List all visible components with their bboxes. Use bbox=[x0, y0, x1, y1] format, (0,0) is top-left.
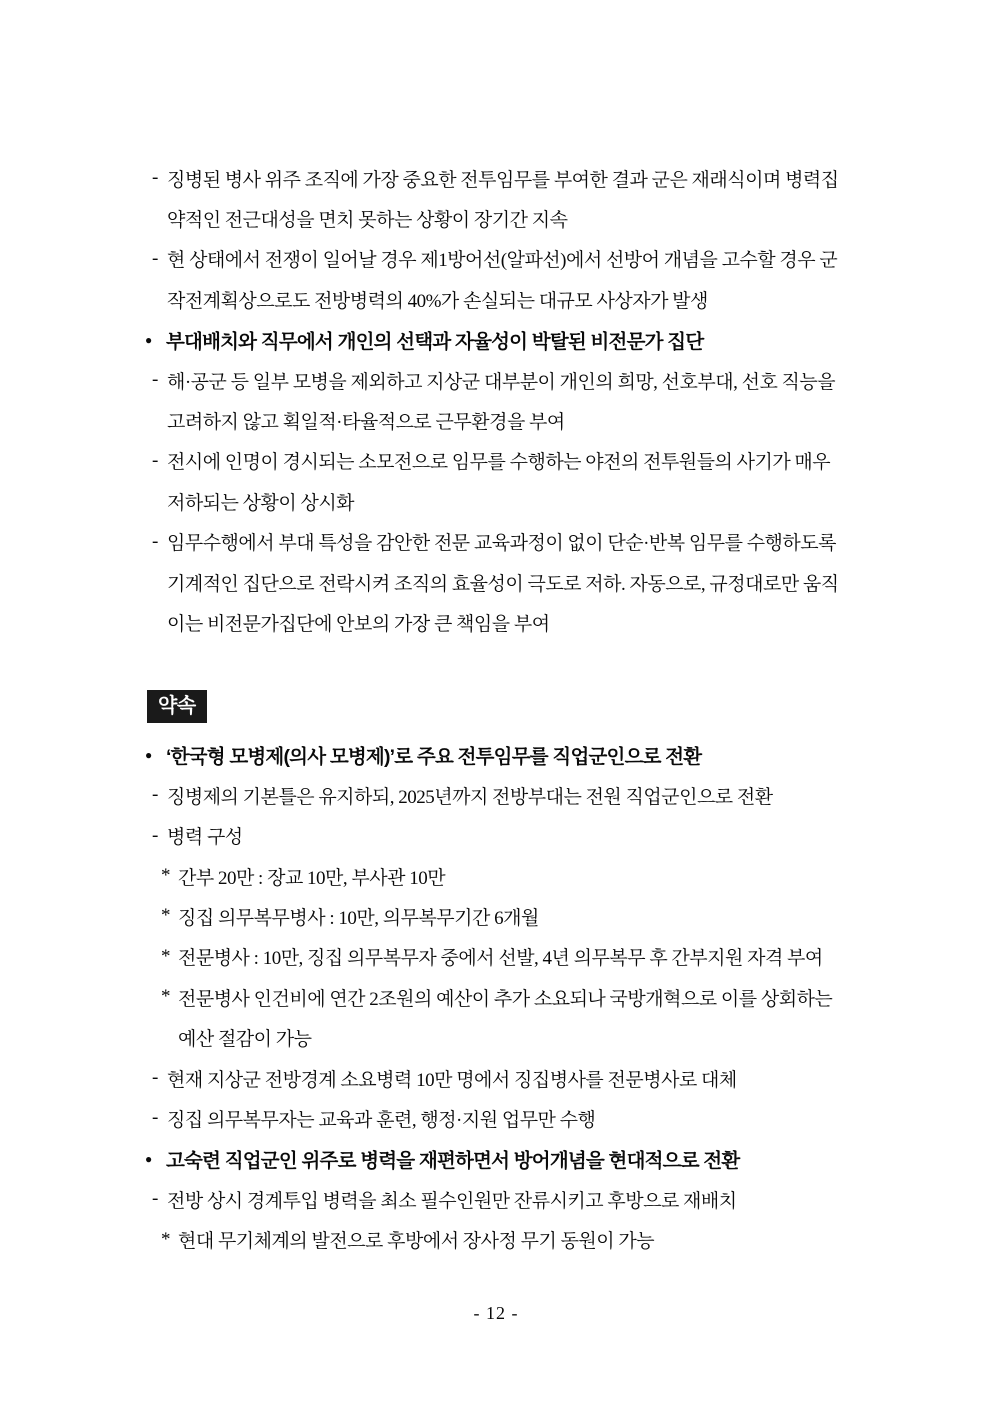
line-text: 현대 무기체계의 발전으로 후방에서 장사정 무기 동원이 가능 bbox=[178, 1231, 655, 1253]
line-text: 저하되는 상황이 상시화 bbox=[167, 492, 355, 514]
bullet-heading-line bbox=[145, 320, 992, 360]
text-line bbox=[152, 158, 992, 198]
bullet-heading-line bbox=[145, 1139, 992, 1179]
line-text: 이는 비전문가집단에 안보의 가장 큰 책임을 부여 bbox=[167, 613, 550, 635]
text-line bbox=[152, 1058, 992, 1098]
star-marker: * bbox=[161, 905, 170, 927]
text-line bbox=[161, 977, 992, 1017]
line-text: 작전계획상으로도 전방병력의 40%가 손실되는 대규모 사상자가 발생 bbox=[167, 290, 708, 312]
text-line bbox=[152, 239, 992, 279]
line-text: 부대배치와 직무에서 개인의 선택과 자율성이 박탈된 비전문가 집단 bbox=[166, 330, 704, 353]
line-text: 전문병사 : 10만, 징집 의무복무자 중에서 선발, 4년 의무복무 후 간부지원 자격 부여 bbox=[178, 948, 823, 970]
dash-marker: - bbox=[152, 530, 158, 552]
text-line bbox=[167, 400, 992, 440]
page-number: - 12 - bbox=[473, 1303, 519, 1323]
text-line bbox=[178, 1017, 992, 1057]
text-line bbox=[152, 522, 992, 562]
section-issues bbox=[0, 158, 992, 643]
line-text: 병력 구성 bbox=[167, 827, 243, 849]
bullet-marker: ● bbox=[145, 332, 152, 347]
line-text: 전시에 인명이 경시되는 소모전으로 임무를 수행하는 야전의 전투원들의 사기가 매우 bbox=[167, 452, 831, 474]
line-text: 전문병사 인건비에 연간 2조원의 예산이 추가 소요되나 국방개혁으로 이를 상회하는 bbox=[178, 988, 833, 1010]
line-text: 현재 지상군 전방경계 소요병력 10만 명에서 징집병사를 전문병사로 대체 bbox=[167, 1069, 737, 1091]
line-text: 고숙련 직업군인 위주로 병력을 재편하면서 방어개념을 현대적으로 전환 bbox=[166, 1149, 740, 1172]
text-line bbox=[167, 602, 992, 642]
line-text: 현 상태에서 전쟁이 일어날 경우 제1방어선(알파선)에서 선방어 개념을 고수할 경우 군 bbox=[167, 250, 838, 272]
text-line bbox=[167, 279, 992, 319]
text-line bbox=[152, 441, 992, 481]
dash-marker: - bbox=[152, 167, 158, 189]
dash-marker: - bbox=[152, 784, 158, 806]
dash-marker: - bbox=[152, 824, 158, 846]
section-promise bbox=[0, 735, 992, 1260]
dash-marker: - bbox=[152, 369, 158, 391]
line-text: 약적인 전근대성을 면치 못하는 상황이 장기간 지속 bbox=[167, 210, 568, 232]
line-text: 예산 절감이 가능 bbox=[178, 1029, 312, 1051]
bullet-marker: ● bbox=[145, 1151, 152, 1166]
line-text: 임무수행에서 부대 특성을 감안한 전문 교육과정이 없이 단순·반복 임무를 수행하도록 bbox=[167, 533, 836, 555]
text-line bbox=[161, 856, 992, 896]
line-text: ‘한국형 모병제(의사 모병제)’로 주요 전투임무를 직업군인으로 전환 bbox=[166, 745, 702, 768]
dash-marker: - bbox=[152, 1107, 158, 1129]
text-line bbox=[161, 1219, 992, 1259]
dash-marker: - bbox=[152, 247, 158, 269]
text-line bbox=[161, 896, 992, 936]
line-text: 고려하지 않고 획일적·타율적으로 근무환경을 부여 bbox=[167, 412, 565, 434]
line-text: 해·공군 등 일부 모병을 제외하고 지상군 대부분이 개인의 희망, 선호부대, 선호 직능을 bbox=[167, 371, 836, 393]
line-text: 간부 20만 : 장교 10만, 부사관 10만 bbox=[178, 867, 446, 889]
dash-marker: - bbox=[152, 1067, 158, 1088]
star-marker: * bbox=[161, 865, 170, 887]
text-line bbox=[152, 1179, 992, 1219]
text-line bbox=[167, 198, 992, 238]
star-marker: * bbox=[161, 1228, 170, 1250]
text-line bbox=[167, 481, 992, 521]
bullet-marker: ● bbox=[145, 747, 152, 762]
line-text: 기계적인 집단으로 전락시켜 조직의 효율성이 극도로 저하. 자동으로, 규정대로만 움직 bbox=[167, 573, 839, 595]
dash-marker: - bbox=[152, 449, 158, 471]
line-text: 징집 의무복무자는 교육과 훈련, 행정·지원 업무만 수행 bbox=[167, 1109, 596, 1131]
line-text: 전방 상시 경계투입 병력을 최소 필수인원만 잔류시키고 후방으로 재배치 bbox=[167, 1190, 737, 1212]
line-text: 징집 의무복무병사 : 10만, 의무복무기간 6개월 bbox=[178, 907, 539, 929]
line-text: 징병된 병사 위주 조직에 가장 중요한 전투임무를 부여한 결과 군은 재래식이며 병력집 bbox=[167, 169, 839, 191]
dash-marker: - bbox=[152, 1188, 158, 1210]
text-line bbox=[152, 360, 992, 400]
text-line bbox=[167, 562, 992, 602]
text-line bbox=[161, 937, 992, 977]
star-marker: * bbox=[161, 945, 170, 967]
text-line bbox=[152, 815, 992, 855]
star-marker: * bbox=[161, 986, 170, 1008]
text-line bbox=[152, 775, 992, 815]
line-text: 징병제의 기본틀은 유지하되, 2025년까지 전방부대는 전원 직업군인으로 전환 bbox=[167, 786, 773, 808]
text-line bbox=[152, 1098, 992, 1138]
section-header-promise: 약속 bbox=[147, 690, 207, 723]
bullet-heading-line bbox=[145, 735, 992, 775]
